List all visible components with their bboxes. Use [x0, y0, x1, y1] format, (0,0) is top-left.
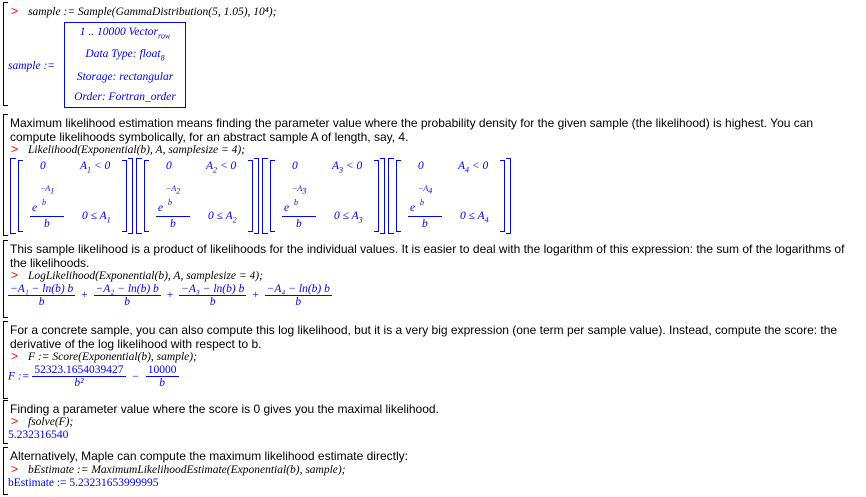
input-prompt: > — [11, 268, 19, 282]
execution-group-bracket[interactable] — [3, 2, 8, 106]
score-term-1: $\frac{52323.1654039427}{\text{b²}}$ — [34, 364, 124, 389]
explanation-text: Maximum likelihood estimation means finding the parameter value where the probability density for the given sample (the likelihood) is highest. You can compute likelihoods symbolically, for an abstract sample A of length, say, 4. — [10, 116, 814, 144]
explanation-text: For a concrete sample, you can also compute this log likelihood, but it is a very big expression (one term per sample value). Instead, compute the score: the derivative of the log likelihood with respect to b. — [10, 323, 838, 351]
input-prompt: > — [11, 414, 19, 428]
input-prompt: > — [11, 462, 19, 476]
execution-group-bracket[interactable] — [3, 114, 8, 236]
input-prompt: > — [11, 142, 19, 156]
vector-order-line: Order: Fortran_order — [74, 91, 176, 103]
output-label: sample := — [8, 60, 56, 72]
fsolve-output: 5.232316540 — [8, 429, 69, 441]
score-output: F := $\frac{52323.1654039427}{\text{b²}}$ − $\frac{10000}{b}$ — [8, 364, 177, 389]
log-term-1: $\frac{\text{−A₁ − ln(b) b}}{b}$ — [10, 283, 74, 308]
explanation-text: Alternatively, Maple can compute the maximum likelihood estimate directly: — [10, 449, 408, 463]
log-term-2: $\frac{\text{−A₂ − ln(b) b}}{b}$ — [95, 283, 159, 308]
input-prompt: > — [11, 4, 19, 18]
maple-input-fsolve[interactable]: fsolve(F); — [28, 416, 74, 428]
score-term-2: $\frac{10000}{b}$ — [147, 364, 177, 389]
loglikelihood-output: $\frac{\text{−A₁ − ln(b) b}}{b}$ + $\frac{\text{−A₂ − ln(b) b}}{b}$ + $\frac{\text{−A₃ − ln(b) b}}{b}$ + $\frac{\text{−A₄ − ln(b) b}}{b}$ — [10, 283, 330, 308]
vector-datatype-line: Data Type: float$_8$ — [85, 48, 165, 63]
explanation-text: Finding a parameter value where the score is 0 gives you the maximal likelihood. — [10, 402, 439, 416]
mle-output: bEstimate := 5.23231653999995 — [8, 477, 159, 489]
maple-input-mle[interactable]: bEstimate := MaximumLikelihoodEstimate(Exponential(b), sample); — [28, 464, 346, 476]
maple-input-loglikelihood[interactable]: LogLikelihood(Exponential(b), A, samplesize = 4); — [28, 270, 263, 282]
maple-input-likelihood[interactable]: Likelihood(Exponential(b), A, samplesize = 4); — [28, 144, 246, 156]
maple-input-score[interactable]: F := Score(Exponential(b), sample); — [28, 351, 197, 363]
vector-dimension-line: 1 .. 10000 Vector$_{row}$ — [79, 26, 171, 41]
input-prompt: > — [11, 349, 19, 363]
vector-storage-line: Storage: rectangular — [76, 71, 174, 83]
explanation-text: This sample likelihood is a product of likelihoods for the individual values. It is easier to deal with the logarithm of this expression: the sum of the logarithms of the likelihoods. — [10, 242, 845, 270]
log-term-3: $\frac{\text{−A₃ − ln(b) b}}{b}$ — [181, 283, 245, 308]
log-term-4: $\frac{\text{−A₄ − ln(b) b}}{b}$ — [266, 283, 330, 308]
maple-input-sample[interactable]: sample := Sample(GammaDistribution(5, 1.05), 10⁴); — [28, 6, 277, 18]
vector-summary-box — [64, 22, 186, 108]
